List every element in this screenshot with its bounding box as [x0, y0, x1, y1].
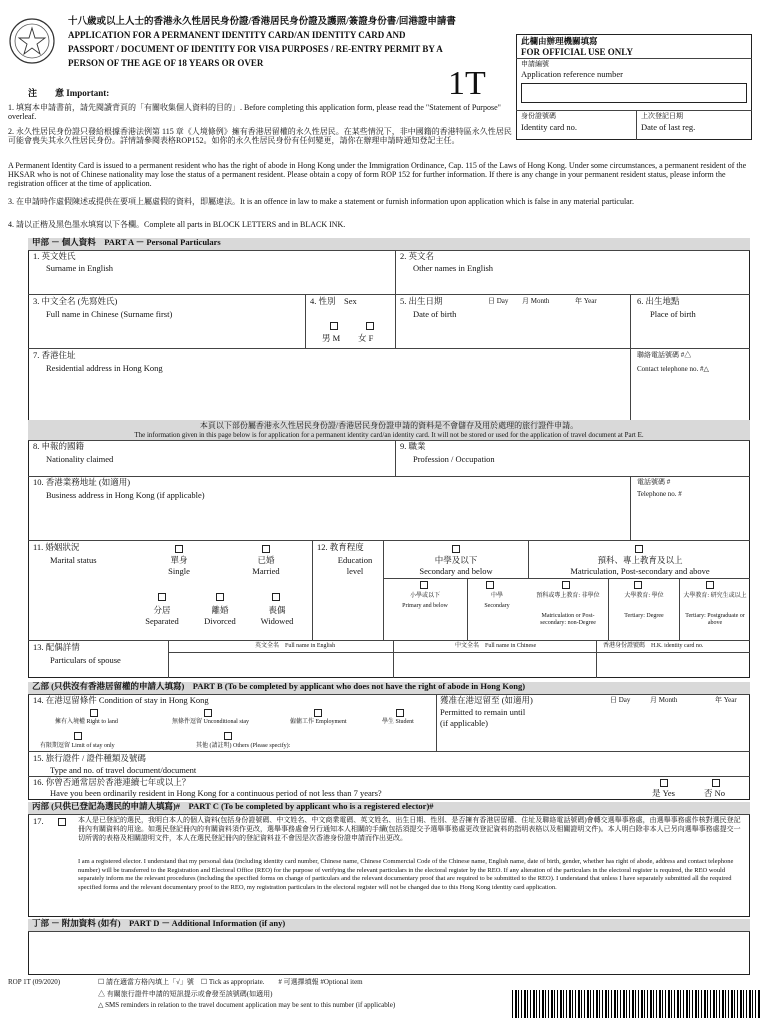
nationality-label-en: Nationality claimed: [46, 454, 114, 464]
footer-sms-zh: △ 有關旅行證件申請的短訊提示或會發至該號碼(如適用): [98, 990, 273, 998]
edu-matric-above-en: Matriculation, Post-secondary and above: [570, 566, 710, 576]
edu-secondary-below-en: Secondary and below: [419, 566, 493, 576]
surname-field[interactable]: [30, 278, 392, 292]
occupation-field[interactable]: [398, 466, 748, 475]
title-en-1: APPLICATION FOR A PERMANENT IDENTITY CARD/AN IDENTITY CARD AND: [68, 30, 406, 40]
marital-married-en: Married: [252, 566, 280, 576]
edu-postgrad-zh: 大學教育: 研究生或以上: [683, 593, 747, 599]
permitted-label-zh: 獲准在港逗留至 (如適用): [440, 695, 533, 705]
business-tel-field[interactable]: [634, 504, 748, 538]
dob-label-en: Date of birth: [413, 309, 457, 319]
employment-checkbox[interactable]: [314, 709, 322, 717]
residence-no-label: 否 No: [704, 788, 726, 798]
marital-separated-en: Separated: [145, 616, 179, 626]
important-item-4: 4. 請以正楷及黑色墨水填寫以下各欄。Complete all parts in BLOCK LETTERS and in BLACK INK.: [8, 220, 346, 229]
permitted-field[interactable]: [600, 708, 748, 748]
official-use-heading-en: FOR OFFICIAL USE ONLY: [521, 47, 633, 57]
part-a-heading: 甲部 － 個人資料 PART A － Personal Particulars: [28, 238, 750, 250]
sex-male-label: 男 M: [322, 333, 341, 343]
spouse-label-en: Particulars of spouse: [50, 655, 121, 665]
permitted-year-label: 年 Year: [715, 696, 737, 704]
sex-female-checkbox[interactable]: [366, 322, 374, 330]
edu-tertiary-en: Tertiary: Degree: [624, 613, 664, 619]
marital-separated-zh: 分居: [153, 605, 171, 615]
spouse-cn-name-label: 中文全名 Full name in Chinese: [455, 643, 537, 649]
edu-postgrad-en: Tertiary: Postgraduate or above: [685, 613, 745, 626]
title-en-3: PERSON OF THE AGE OF 18 YEARS OR OVER: [68, 58, 264, 68]
marital-divorced-zh: 離婚: [211, 605, 229, 615]
marital-married-checkbox[interactable]: [262, 545, 270, 553]
marital-single-checkbox[interactable]: [175, 545, 183, 553]
sex-male-checkbox[interactable]: [330, 322, 338, 330]
travel-doc-label-en: Type and no. of travel document/document: [50, 765, 197, 775]
chinese-name-label-zh: 3. 中文全名 (先寫姓氏): [33, 296, 118, 306]
nationality-label-zh: 8. 申報的國籍: [33, 441, 85, 451]
education-label-en2: level: [346, 566, 364, 576]
contact-tel-label-zh: 聯絡電話號碼 #△: [637, 351, 692, 359]
address-label-zh: 7. 香港住址: [33, 350, 76, 360]
rtl-label: 擁有入境權 Right to land: [55, 719, 118, 725]
official-use-heading-zh: 此欄由辦理機關填寫: [521, 36, 598, 46]
marital-single-en: Single: [168, 566, 190, 576]
lastreg-label-en: Date of last reg.: [641, 122, 696, 132]
ref-no-field[interactable]: [521, 83, 747, 103]
business-address-field[interactable]: [30, 504, 627, 538]
nationality-field[interactable]: [30, 466, 392, 475]
important-item-2-en: A Permanent Identity Card is issued to a permanent resident who has the right of abode in Hong Kong under the Immigration Ordinance, Cap. 115 of the Laws of Hong Kong. Under some circumstances, a permanent resident of the HKSAR who is not of Chinese nationality may lose the status of a permanent resident. Please obtain a copy of form ROP 152 for further information. If there is any change in your permanent resident status, please inform the registration officer at the time of application.: [8, 161, 747, 189]
residence-no-checkbox[interactable]: [712, 779, 720, 787]
edu-tertiary-zh: 大學教育: 學位: [624, 593, 664, 599]
student-checkbox[interactable]: [396, 709, 404, 717]
dob-day-label: 日 Day: [488, 297, 509, 305]
notice-zh: 本頁以下部份屬香港永久性居民身份證/香港居民身份證申請的資料是不會儲存及用於處理的旅行證件申請。: [199, 421, 579, 430]
business-address-label-zh: 10. 香港業務地址 (如適用): [33, 477, 131, 487]
surname-label-en: Surname in English: [46, 263, 114, 273]
othernames-field[interactable]: [398, 278, 748, 292]
business-tel-label-zh: 電話號碼 #: [637, 478, 671, 486]
sex-female-label: 女 F: [358, 333, 374, 343]
sex-label: 4. 性別 Sex: [310, 296, 357, 306]
marital-widowed-checkbox[interactable]: [272, 593, 280, 601]
elector-text-zh: 本人是已登記的選民，我明白本人的個人資料(包括身份證號碼、中文姓名、中文商業電碼、英文姓名、出生日期、性別、是否擁有香港居留權、住址及聯絡電話號碼)會轉交選舉事務處，由選舉事務處作核對選民登記冊內有關資料的用途。如選民登記冊內的有關資料須作更改，選舉事務處會另行通知本人相關的手續(包括須提交予選舉事務處更改登記資料的指明表格以及相關證明文件)。本人明白除非本人已另向選舉事務處提交一切所需的表格及相關證明文件，本人在選民登記冊內的登記資料並不會因是次香港身份證申請而作出更改。: [78, 816, 741, 843]
permitted-label-en2: (if applicable): [440, 718, 488, 728]
others-checkbox[interactable]: [224, 732, 232, 740]
address-label-en: Residential address in Hong Kong: [46, 363, 163, 373]
education-label-en1: Education: [337, 555, 373, 565]
edu-matric-above-zh: 預科、專上教育及以上: [597, 555, 683, 565]
residence-yes-label: 是 Yes: [652, 788, 675, 798]
marital-widowed-zh: 喪偶: [268, 605, 286, 615]
condition-stay-label: 14. 在港逗留條件 Condition of stay in Hong Kong: [33, 695, 209, 705]
residence-label-en: Have you been ordinarily resident in Hong Kong for a continuous period of not less than 7 years?: [50, 788, 382, 798]
part-d-heading: 丁部 － 附加資料 (如有) PART D － Additional Information (if any): [28, 919, 750, 931]
dob-field[interactable]: [480, 322, 625, 336]
edu-secondary-en: Secondary: [484, 603, 510, 609]
pob-field[interactable]: [634, 326, 748, 344]
elector-checkbox[interactable]: [58, 818, 66, 826]
elector-number: 17.: [33, 816, 44, 826]
occupation-label-zh: 9. 職業: [400, 441, 426, 451]
others-label: 其他 (請註明) Others (Please specify):: [196, 743, 291, 749]
student-label: 學生 Student: [382, 719, 414, 725]
edu-primary-zh: 小學或以下: [409, 593, 440, 599]
contact-tel-field[interactable]: [634, 380, 748, 418]
chinese-name-label-en: Full name in Chinese (Surname first): [46, 309, 173, 319]
marital-divorced-checkbox[interactable]: [216, 593, 224, 601]
edu-matric-checkbox[interactable]: [562, 581, 570, 589]
employment-label: 僱傭工作 Employment: [290, 719, 347, 725]
permitted-label-en1: Permitted to remain until: [440, 707, 526, 717]
othernames-label-zh: 2. 英文名: [400, 251, 435, 261]
dob-month-label: 月 Month: [522, 297, 550, 305]
spouse-label-zh: 13. 配偶詳情: [33, 642, 80, 652]
edu-matric-zh: 預科或專上教育: 非學位: [536, 593, 600, 599]
footer-sms-en: △ SMS reminders in relation to the travel document application may be sent to this number (if applicable): [98, 1001, 396, 1009]
dob-label-zh: 5. 出生日期: [400, 296, 443, 306]
residence-label-zh: 16. 你曾否通常居於香港連續七年或以上？: [33, 777, 191, 787]
unconditional-checkbox[interactable]: [204, 709, 212, 717]
pob-label-en: Place of birth: [650, 309, 696, 319]
edu-secondary-zh: 中學: [490, 593, 503, 599]
edu-secondary-checkbox[interactable]: [486, 581, 494, 589]
rtl-checkbox[interactable]: [90, 709, 98, 717]
spouse-id-field[interactable]: [598, 654, 748, 676]
permitted-month-label: 月 Month: [650, 696, 678, 704]
limit-stay-label: 有限期逗留 Limit of stay only: [40, 743, 115, 749]
edu-matric-en: Matriculation or Post-secondary: non-Degree: [540, 613, 596, 626]
edu-secondary-below-zh: 中學及以下: [434, 555, 478, 565]
important-item-2-zh: 2. 永久性居民身份證只發給根據香港法例第 115 章《人境條例》擁有香港居留權的永久性居民。在某些情況下，非中國籍的香港特區永久性居民可能會喪失其永久性居民身份。詳情請參閱表格ROP152。如你的永久性居民身份有任何變更，請你在辦理申請時通知登記主任。: [8, 127, 512, 146]
title-zh: 十八歲或以上人士的香港永久性居民身份證/香港居民身份證及護照/簽證身份書/回港證申請書: [68, 17, 456, 27]
lastreg-label-zh: 上次登記日期: [641, 112, 683, 120]
ref-no-label-en: Application reference number: [521, 69, 623, 79]
spouse-cn-name-field[interactable]: [395, 654, 594, 676]
education-label-zh: 12. 教育程度: [317, 542, 364, 552]
spouse-en-name-field[interactable]: [170, 654, 391, 676]
occupation-label-en: Profession / Occupation: [413, 454, 495, 464]
limit-stay-checkbox[interactable]: [74, 732, 82, 740]
barcode: [512, 990, 760, 1018]
permitted-day-label: 日 Day: [610, 696, 631, 704]
marital-label-en: Marital status: [50, 555, 97, 565]
part-c-heading: 丙部 (只供已登記為選民的申請人填寫)# PART C (To be completed by applicant who is a registered elector)#: [28, 802, 750, 814]
marital-married-zh: 已婚: [257, 555, 275, 565]
pob-label-zh: 6. 出生地點: [637, 296, 680, 306]
title-en-2: PASSPORT / DOCUMENT OF IDENTITY FOR VISA PURPOSES / RE-ENTRY PERMIT BY A: [68, 44, 443, 54]
marital-separated-checkbox[interactable]: [158, 593, 166, 601]
form-code: 1T: [448, 65, 486, 102]
business-address-label-en: Business address in Hong Kong (if applicable): [46, 490, 205, 500]
edu-primary-en: Primary and below: [402, 603, 448, 609]
marital-single-zh: 單身: [170, 555, 188, 565]
footer-tick-note: ☐ 請在適當方格內填上「√」號 ☐ Tick as appropriate. # 可選擇填報 #Optional item: [98, 978, 363, 986]
edu-secondary-below-checkbox[interactable]: [452, 545, 460, 553]
hksar-emblem: [8, 16, 56, 66]
edu-matric-above-checkbox[interactable]: [635, 545, 643, 553]
edu-tertiary-checkbox[interactable]: [634, 581, 642, 589]
important-item-1: 1. 填寫本申請書前，請先閱讀背頁的「有關收集個人資料的目的」. Before completing this application form, please read the "Statement of Purpose" overleaf.: [8, 103, 501, 122]
part-b-heading: 乙部 (只供沒有香港居留權的申請人填寫) PART B (To be completed by applicant who does not have the right of abode in Hong Kong): [28, 682, 750, 694]
edu-postgrad-checkbox[interactable]: [706, 581, 714, 589]
contact-tel-label-en: Contact telephone no. #△: [637, 365, 709, 373]
chinese-name-field[interactable]: [30, 326, 302, 344]
important-heading: 注 意 Important:: [28, 88, 110, 98]
ref-no-label-zh: 申請編號: [521, 60, 549, 68]
marital-label-zh: 11. 婚姻狀況: [33, 542, 80, 552]
additional-info-field[interactable]: [30, 933, 748, 973]
form-footer-code: ROP 1T (09/2020): [8, 978, 61, 986]
residence-yes-checkbox[interactable]: [660, 779, 668, 787]
travel-doc-label-zh: 15. 旅行證件 / 證件種類及號碼: [33, 753, 146, 763]
elector-text-en: I am a registered elector. I understand that my personal data (including identity card number, Chinese name, Chinese Commercial Code of the Chinese name, English name, date of birth, gender, whether has right of abode, address and contact telephone number) will be transferred to the Registration and Electoral Office (REO) for the purpose of verifying the relevant particulars in the electoral register by the REO. If any alteration of the particulars in the electoral register is required, the REO would separately inform me the relevant procedures (including the specified forms on change of particulars and the relevant documentary proof that are required to be submitted to the REO). I understand that unless I have separately submitted all the required specified forms and the relevant documentary proof to the REO, my registration particulars in the electoral register will not be changed due to this Hong Kong identity card application.: [78, 858, 734, 891]
dob-year-label: 年 Year: [575, 297, 597, 305]
surname-label-zh: 1. 英文姓氏: [33, 251, 76, 261]
marital-divorced-en: Divorced: [204, 616, 236, 626]
spouse-en-name-label: 英文全名 Full name in English: [255, 643, 336, 649]
address-field[interactable]: [30, 380, 627, 418]
important-item-3: 3. 在申請時作虛假陳述或提供在要項上屬虛假的資料，即屬違法。It is an offence in law to make a statement or furnish information upon application which is false in any material particular.: [8, 197, 634, 206]
idno-label-en: Identity card no.: [521, 122, 577, 132]
spouse-id-label: 香港身份證號碼 H.K. identity card no.: [603, 643, 704, 649]
business-tel-label-en: Telephone no. #: [637, 490, 682, 498]
marital-widowed-en: Widowed: [260, 616, 294, 626]
idno-label-zh: 身份證號碼: [521, 112, 556, 120]
edu-primary-checkbox[interactable]: [420, 581, 428, 589]
othernames-label-en: Other names in English: [413, 263, 494, 273]
unconditional-label: 無條件逗留 Unconditional stay: [172, 719, 249, 725]
notice-en: The information given in this page below is for application for a permanent identity card/an identity card. It will not be stored or used for the application of travel document at Part E.: [134, 431, 644, 439]
